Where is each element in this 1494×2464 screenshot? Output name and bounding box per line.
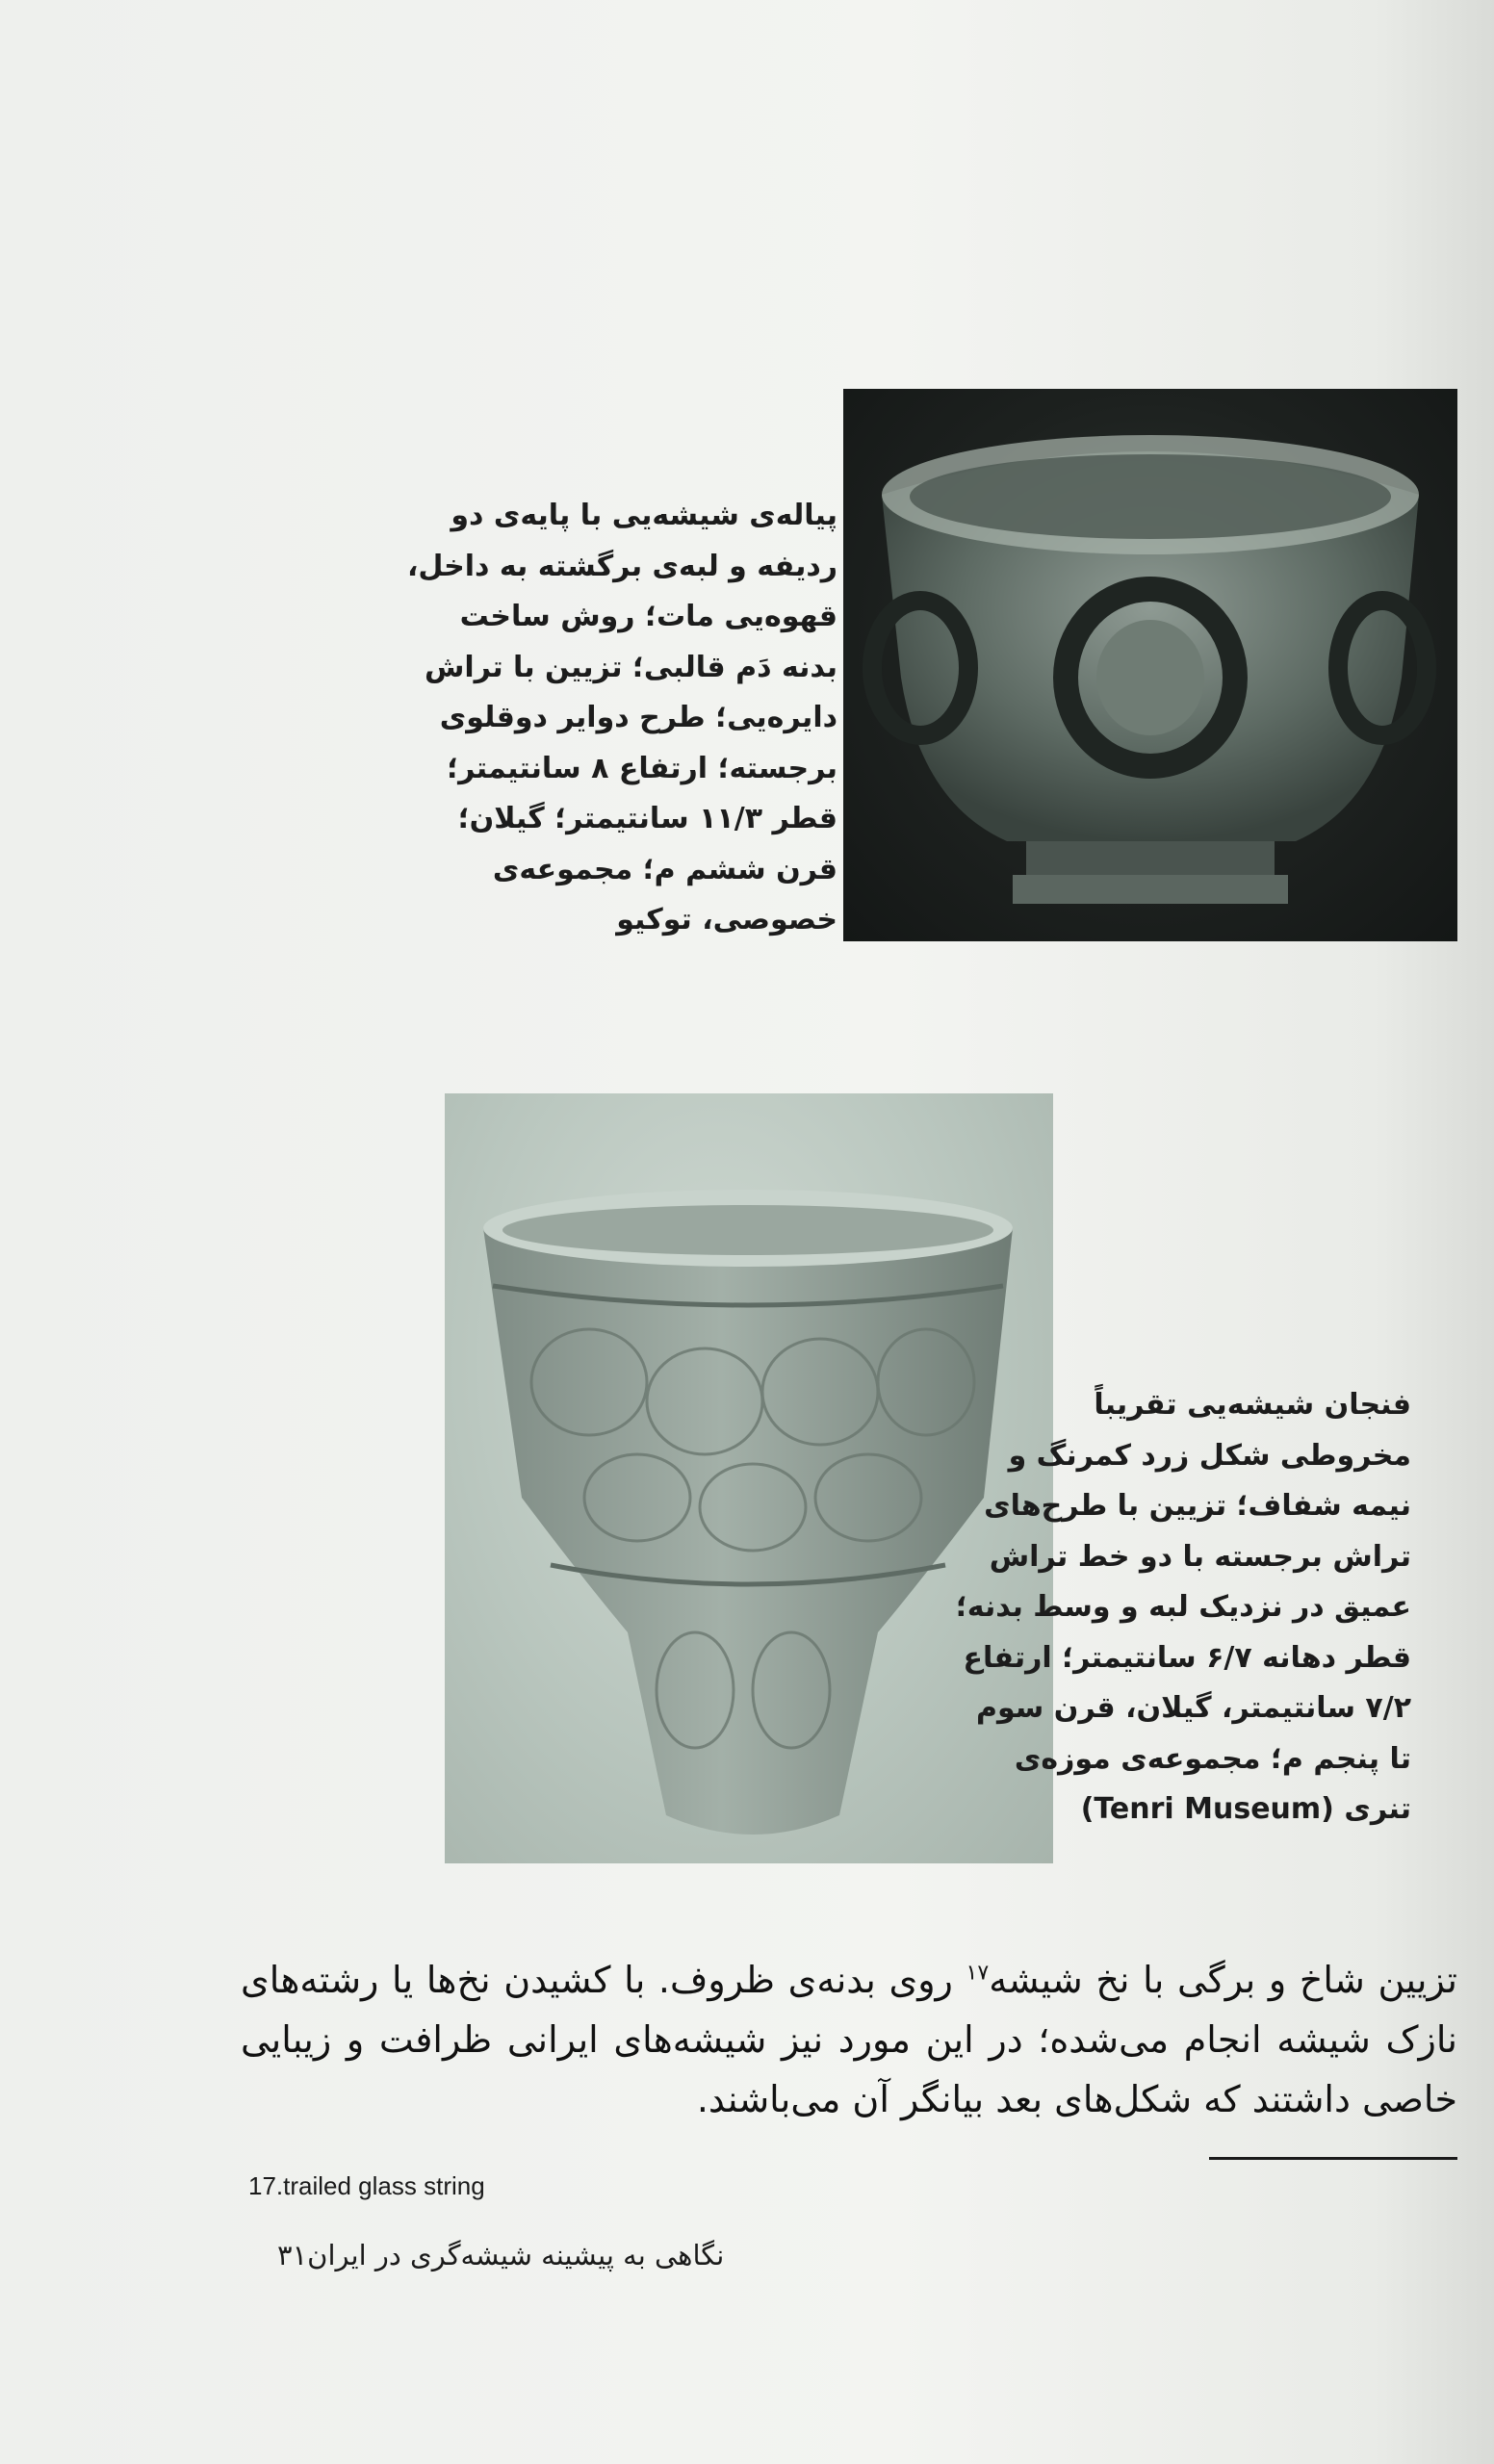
caption-line: برجسته؛ ارتفاع ۸ سانتیمتر؛ bbox=[447, 751, 837, 785]
footnote-divider bbox=[1209, 2157, 1457, 2160]
footnote: 17.trailed glass string bbox=[248, 2171, 485, 2200]
caption-line: خصوصی، توکیو bbox=[616, 903, 837, 937]
page-number: ۳۱ bbox=[277, 2239, 308, 2272]
caption-line: قطر دهانه ۶/۷ سانتیمتر؛ ارتفاع bbox=[963, 1640, 1411, 1675]
caption-line: ردیفه و لبه‌ی برگشته به داخل، bbox=[406, 549, 837, 583]
caption-line: قهوه‌یی مات؛ روش ساخت bbox=[459, 600, 837, 633]
glass-bowl-photo bbox=[843, 389, 1457, 941]
glass-cup-photo bbox=[445, 1093, 1053, 1863]
caption-line: پیاله‌ی شیشه‌یی با پایه‌ی دو bbox=[451, 499, 837, 532]
caption-line: بدنه دَم قالبی؛ تزیین با تراش bbox=[425, 650, 837, 684]
figure-1-caption bbox=[406, 491, 837, 946]
caption-line: فنجان شیشه‌یی تقریباً bbox=[1094, 1388, 1411, 1422]
caption-line: تراش برجسته با دو خط تراش bbox=[989, 1539, 1411, 1574]
caption-line: مخروطی شکل زرد کمرنگ و bbox=[1008, 1438, 1411, 1473]
caption-line: قطر ۱۱/۳ سانتیمتر؛ گیلان؛ bbox=[457, 802, 837, 835]
caption-line: نیمه شفاف؛ تزیین با طرح‌های bbox=[984, 1489, 1411, 1523]
caption-line: عمیق در نزدیک لبه و وسط بدنه؛ bbox=[955, 1590, 1411, 1624]
caption-line: دایره‌یی؛ طرح دوایر دوقلوی bbox=[439, 701, 837, 734]
body-text-rest: روی بدنه‌ی ظروف. با کشیدن نخ‌ها یا رشته‌های نازک شیشه انجام می‌شده؛ در این مورد نیز شیشه‌های ایرانی ظرافت و زیبایی خاصی داشتند که شکل‌های بعد بیانگر آن می‌باشند. bbox=[241, 1959, 1457, 2120]
caption-line: تا پنجم م؛ مجموعه‌ی موزه‌ی bbox=[1014, 1741, 1411, 1776]
caption-line: ۷/۲ سانتیمتر، گیلان، قرن سوم bbox=[976, 1691, 1411, 1725]
figure-2-caption bbox=[955, 1380, 1411, 1835]
body-text-start: تزیین شاخ و برگی با نخ شیشه bbox=[989, 1959, 1457, 2001]
footer-title: نگاهی به پیشینه شیشه‌گری در ایران bbox=[307, 2239, 725, 2272]
caption-line: قرن ششم م؛ مجموعه‌ی bbox=[492, 852, 837, 886]
running-footer bbox=[248, 2239, 724, 2272]
caption-line: تنری (Tenri Museum) bbox=[1080, 1792, 1411, 1826]
body-paragraph bbox=[241, 1950, 1457, 2129]
footnote-reference: ۱۷ bbox=[966, 1961, 990, 1986]
